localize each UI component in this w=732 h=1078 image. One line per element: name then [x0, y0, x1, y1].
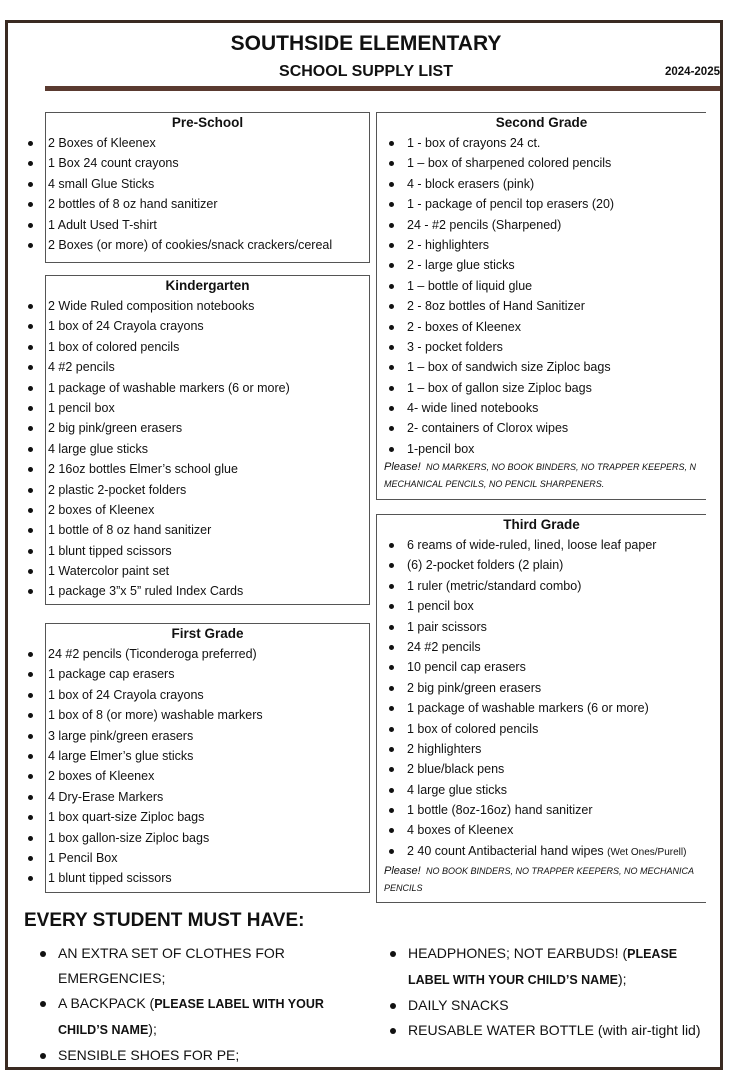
- list-item: 3 - pocket folders: [385, 337, 614, 357]
- list-item: 4 large glue sticks: [385, 780, 686, 800]
- list-item: 1 – box of sandwich size Ziploc bags: [385, 357, 614, 377]
- wipes-brands: (Wet Ones/Purell): [607, 846, 687, 858]
- list-item: 1 pair scissors: [385, 617, 686, 637]
- list-item: 2 - large glue sticks: [385, 255, 614, 275]
- header-rule: [45, 86, 720, 91]
- list-item: 6 reams of wide-ruled, lined, loose leaf paper: [385, 535, 686, 555]
- list-item: 1 – box of gallon size Ziploc bags: [385, 378, 614, 398]
- must-have-title: EVERY STUDENT MUST HAVE:: [24, 910, 305, 931]
- list-item: 1 - box of crayons 24 ct.: [385, 133, 614, 153]
- list-item: SENSIBLE SHOES FOR PE;: [35, 1043, 355, 1068]
- section-title: Pre-School: [171, 115, 244, 130]
- list-item: DAILY SNACKS: [385, 993, 710, 1018]
- list-item: 1 package of washable markers (6 or more): [385, 698, 686, 718]
- section-title: First Grade: [171, 626, 244, 641]
- third-grade-list: [385, 535, 686, 861]
- section-title: Third Grade: [503, 517, 580, 532]
- must-have-list-right: [385, 941, 710, 1043]
- list-item: 2 big pink/green erasers: [385, 678, 686, 698]
- second-grade-section: [376, 112, 706, 500]
- list-item: 2- containers of Clorox wipes: [385, 418, 614, 438]
- list-item: HEADPHONES; NOT EARBUDS! (PLEASE LABEL WITH YOUR CHILD’S NAME);: [385, 941, 710, 993]
- list-item: A BACKPACK (PLEASE LABEL WITH YOUR CHILD’S NAME);: [35, 991, 355, 1043]
- list-item: 1 pencil box: [385, 596, 686, 616]
- list-title: SCHOOL SUPPLY LIST: [279, 63, 453, 80]
- third-grade-note: Please! NO BOOK BINDERS, NO TRAPPER KEEPERS, NO MECHANICA PENCILS: [384, 865, 695, 893]
- second-grade-list: [385, 133, 614, 459]
- list-item: 4- wide lined notebooks: [385, 398, 614, 418]
- first-grade-section: First Grade 24 #2 pencils (Ticonderoga preferred) 1 package cap erasers 1 box of 24 Crayola crayons 1 box of 8 (or more) washable markers 3 large pink/green erasers 4 large Elmer’s glue sticks 2 boxes of Kleenex 4 Dry-Erase Markers 1 box quart-size Ziploc bags 1 box gallon-size Ziploc bags 1 Pencil Box 1 blunt tipped scissors: [45, 623, 370, 893]
- third-grade-section: [376, 514, 706, 903]
- list-item: 10 pencil cap erasers: [385, 657, 686, 677]
- list-item: 4 - block erasers (pink): [385, 174, 614, 194]
- section-title: Second Grade: [495, 115, 588, 130]
- list-item: 2 blue/black pens: [385, 759, 686, 779]
- list-item: 24 - #2 pencils (Sharpened): [385, 215, 614, 235]
- school-name: SOUTHSIDE ELEMENTARY: [230, 32, 502, 55]
- list-item: 1 – bottle of liquid glue: [385, 276, 614, 296]
- kindergarten-section: Kindergarten 2 Wide Ruled composition notebooks 1 box of 24 Crayola crayons 1 box of colored pencils 4 #2 pencils 1 package of washable markers (6 or more) 1 pencil box 2 big pink/green erasers 4 large glue sticks 2 16oz bottles Elmer’s school glue 2 plastic 2-pocket folders 2 boxes of Kleenex 1 bottle of 8 oz hand sanitizer 1 blunt tipped scissors 1 Watercolor paint set 1 package 3”x 5” ruled Index Cards: [45, 275, 370, 605]
- section-title: Kindergarten: [165, 278, 250, 293]
- school-year: 2024-2025: [665, 66, 720, 78]
- list-item: 1 bottle (8oz-16oz) hand sanitizer: [385, 800, 686, 820]
- list-item: 1-pencil box: [385, 439, 614, 459]
- list-item: 24 #2 pencils: [385, 637, 686, 657]
- list-item: 2 highlighters: [385, 739, 686, 759]
- list-item: REUSABLE WATER BOTTLE (with air-tight lid): [385, 1018, 710, 1043]
- list-item: 2 40 count Antibacterial hand wipes (Wet Ones/Purell): [385, 841, 686, 861]
- must-have-list-left: [35, 941, 355, 1068]
- preschool-section: Pre-School 2 Boxes of Kleenex 1 Box 24 count crayons 4 small Glue Sticks 2 bottles of 8 oz hand sanitizer 1 Adult Used T-shirt 2 Boxes (or more) of cookies/snack crackers/cereal: [45, 112, 370, 263]
- list-item: 1 - package of pencil top erasers (20): [385, 194, 614, 214]
- list-item: 1 ruler (metric/standard combo): [385, 576, 686, 596]
- list-item: (6) 2-pocket folders (2 plain): [385, 555, 686, 575]
- second-grade-note: Please! NO MARKERS, NO BOOK BINDERS, NO TRAPPER KEEPERS, N MECHANICAL PENCILS, NO PENCIL SHARPENERS.: [384, 461, 697, 489]
- list-item: 1 – box of sharpened colored pencils: [385, 153, 614, 173]
- list-item: AN EXTRA SET OF CLOTHES FOR EMERGENCIES;: [35, 941, 355, 991]
- list-item: 4 boxes of Kleenex: [385, 820, 686, 840]
- list-item: 2 - highlighters: [385, 235, 614, 255]
- list-item: 2 - 8oz bottles of Hand Sanitizer: [385, 296, 614, 316]
- list-item: 1 box of colored pencils: [385, 719, 686, 739]
- list-item: 2 - boxes of Kleenex: [385, 317, 614, 337]
